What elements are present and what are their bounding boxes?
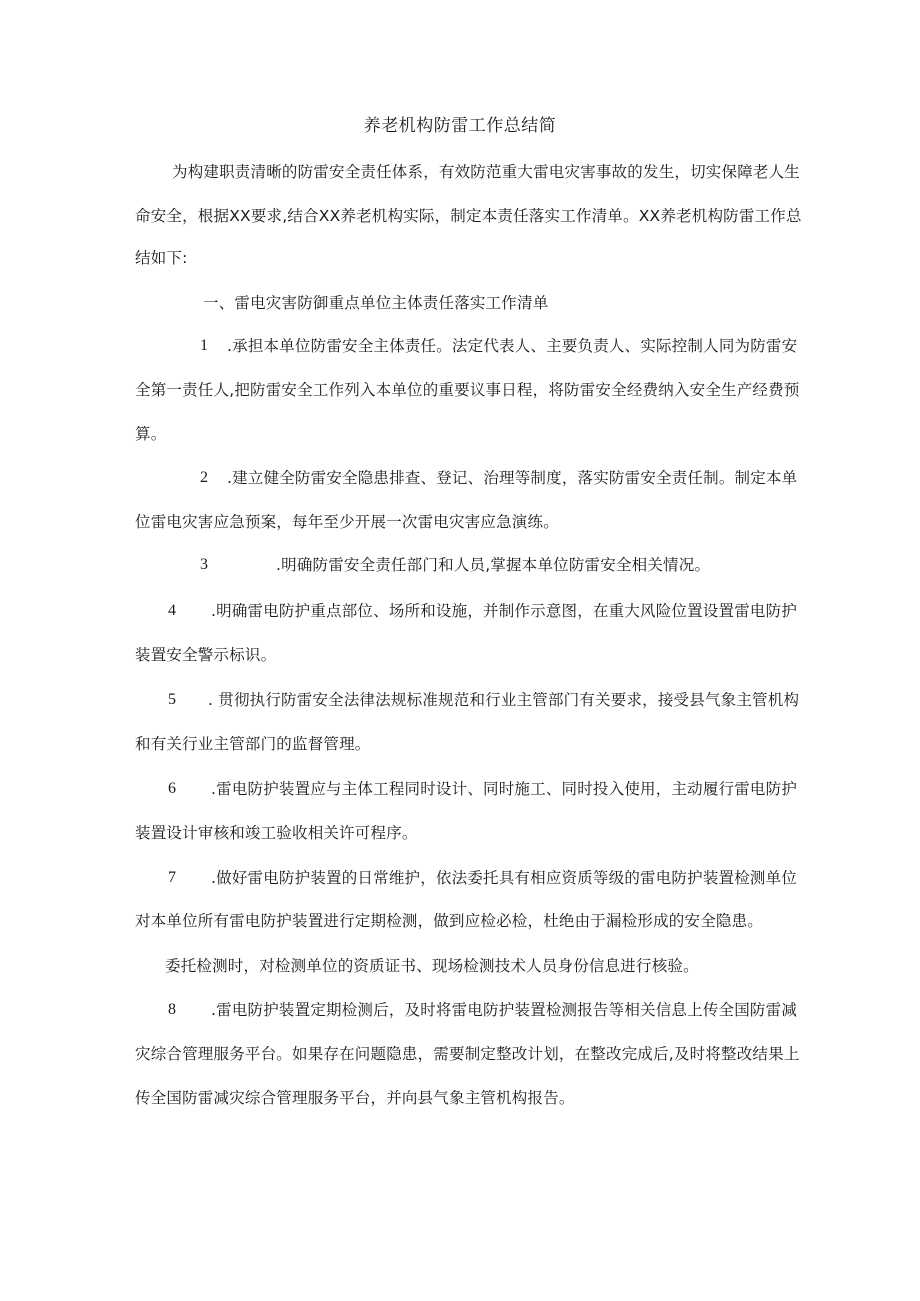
intro-line-2: 命安全，根据XX要求,结合XX养老机构实际，制定本责任落实工作清单。XX养老机构防雷工作总 — [135, 207, 802, 225]
item-line: 装置设计审核和竣工验收相关许可程序。 — [135, 824, 418, 842]
item-number: 8 — [168, 1001, 176, 1018]
item-line: .雷电防护装置应与主体工程同时设计、同时施工、同时投入使用，主动履行雷电防护 — [211, 780, 798, 798]
item-line: 和有关行业主管部门的监督管理。 — [135, 735, 371, 753]
item-number: 7 — [168, 869, 176, 886]
item-number: 1 — [200, 337, 208, 354]
item-line: . 贯彻执行防雷安全法律法规标准规范和行业主管部门有关要求，接受县气象主管机构 — [208, 691, 800, 709]
item-line: .做好雷电防护装置的日常维护，依法委托具有相应资质等级的雷电防护装置检测单位 — [211, 869, 798, 887]
item-line: 灾综合管理服务平台。如果存在问题隐患，需要制定整改计划，在整改完成后,及时将整改结果上 — [135, 1045, 800, 1063]
item-number: 2 — [200, 469, 208, 486]
item-line: .承担本单位防雷安全主体责任。法定代表人、主要负责人、实际控制人同为防雷安 — [227, 337, 798, 355]
item-line: .明确防雷安全责任部门和人员,掌握本单位防雷安全相关情况。 — [276, 556, 711, 574]
item-number: 6 — [168, 780, 176, 797]
document-title: 养老机构防雷工作总结简 — [363, 116, 557, 136]
item-line: .明确雷电防护重点部位、场所和设施，并制作示意图，在重大风险位置设置雷电防护 — [211, 602, 798, 620]
intro-line-1: 为构建职责清晰的防雷安全责任体系，有效防范重大雷电灾害事故的发生，切实保障老人生 — [172, 163, 801, 181]
item-line: 对本单位所有雷电防护装置进行定期检测，做到应检必检，杜绝由于漏检形成的安全隐患。 — [135, 912, 764, 930]
item-line: 位雷电灾害应急预案，每年至少开展一次雷电灾害应急演练。 — [135, 513, 559, 531]
item-line: 装置安全警示标识。 — [135, 646, 277, 664]
item-number: 4 — [168, 602, 176, 619]
item-number: 3 — [200, 556, 208, 573]
item-line: .雷电防护装置定期检测后，及时将雷电防护装置检测报告等相关信息上传全国防雷减 — [211, 1001, 798, 1019]
item-line: 传全国防雷减灾综合管理服务平台，并向县气象主管机构报告。 — [135, 1089, 575, 1107]
item-line: 算。 — [135, 425, 167, 443]
item-line: 全第一责任人,把防雷安全工作列入本单位的重要议事日程，将防雷安全经费纳入安全生产经费预 — [135, 381, 800, 399]
section-heading: 一、雷电灾害防御重点单位主体责任落实工作清单 — [203, 294, 549, 312]
item-line: 委托检测时，对检测单位的资质证书、现场检测技术人员身份信息进行核验。 — [165, 957, 699, 975]
intro-line-3: 结如下: — [135, 249, 188, 267]
item-line: .建立健全防雷安全隐患排查、登记、治理等制度，落实防雷安全责任制。制定本单 — [227, 469, 798, 487]
item-number: 5 — [168, 691, 176, 708]
